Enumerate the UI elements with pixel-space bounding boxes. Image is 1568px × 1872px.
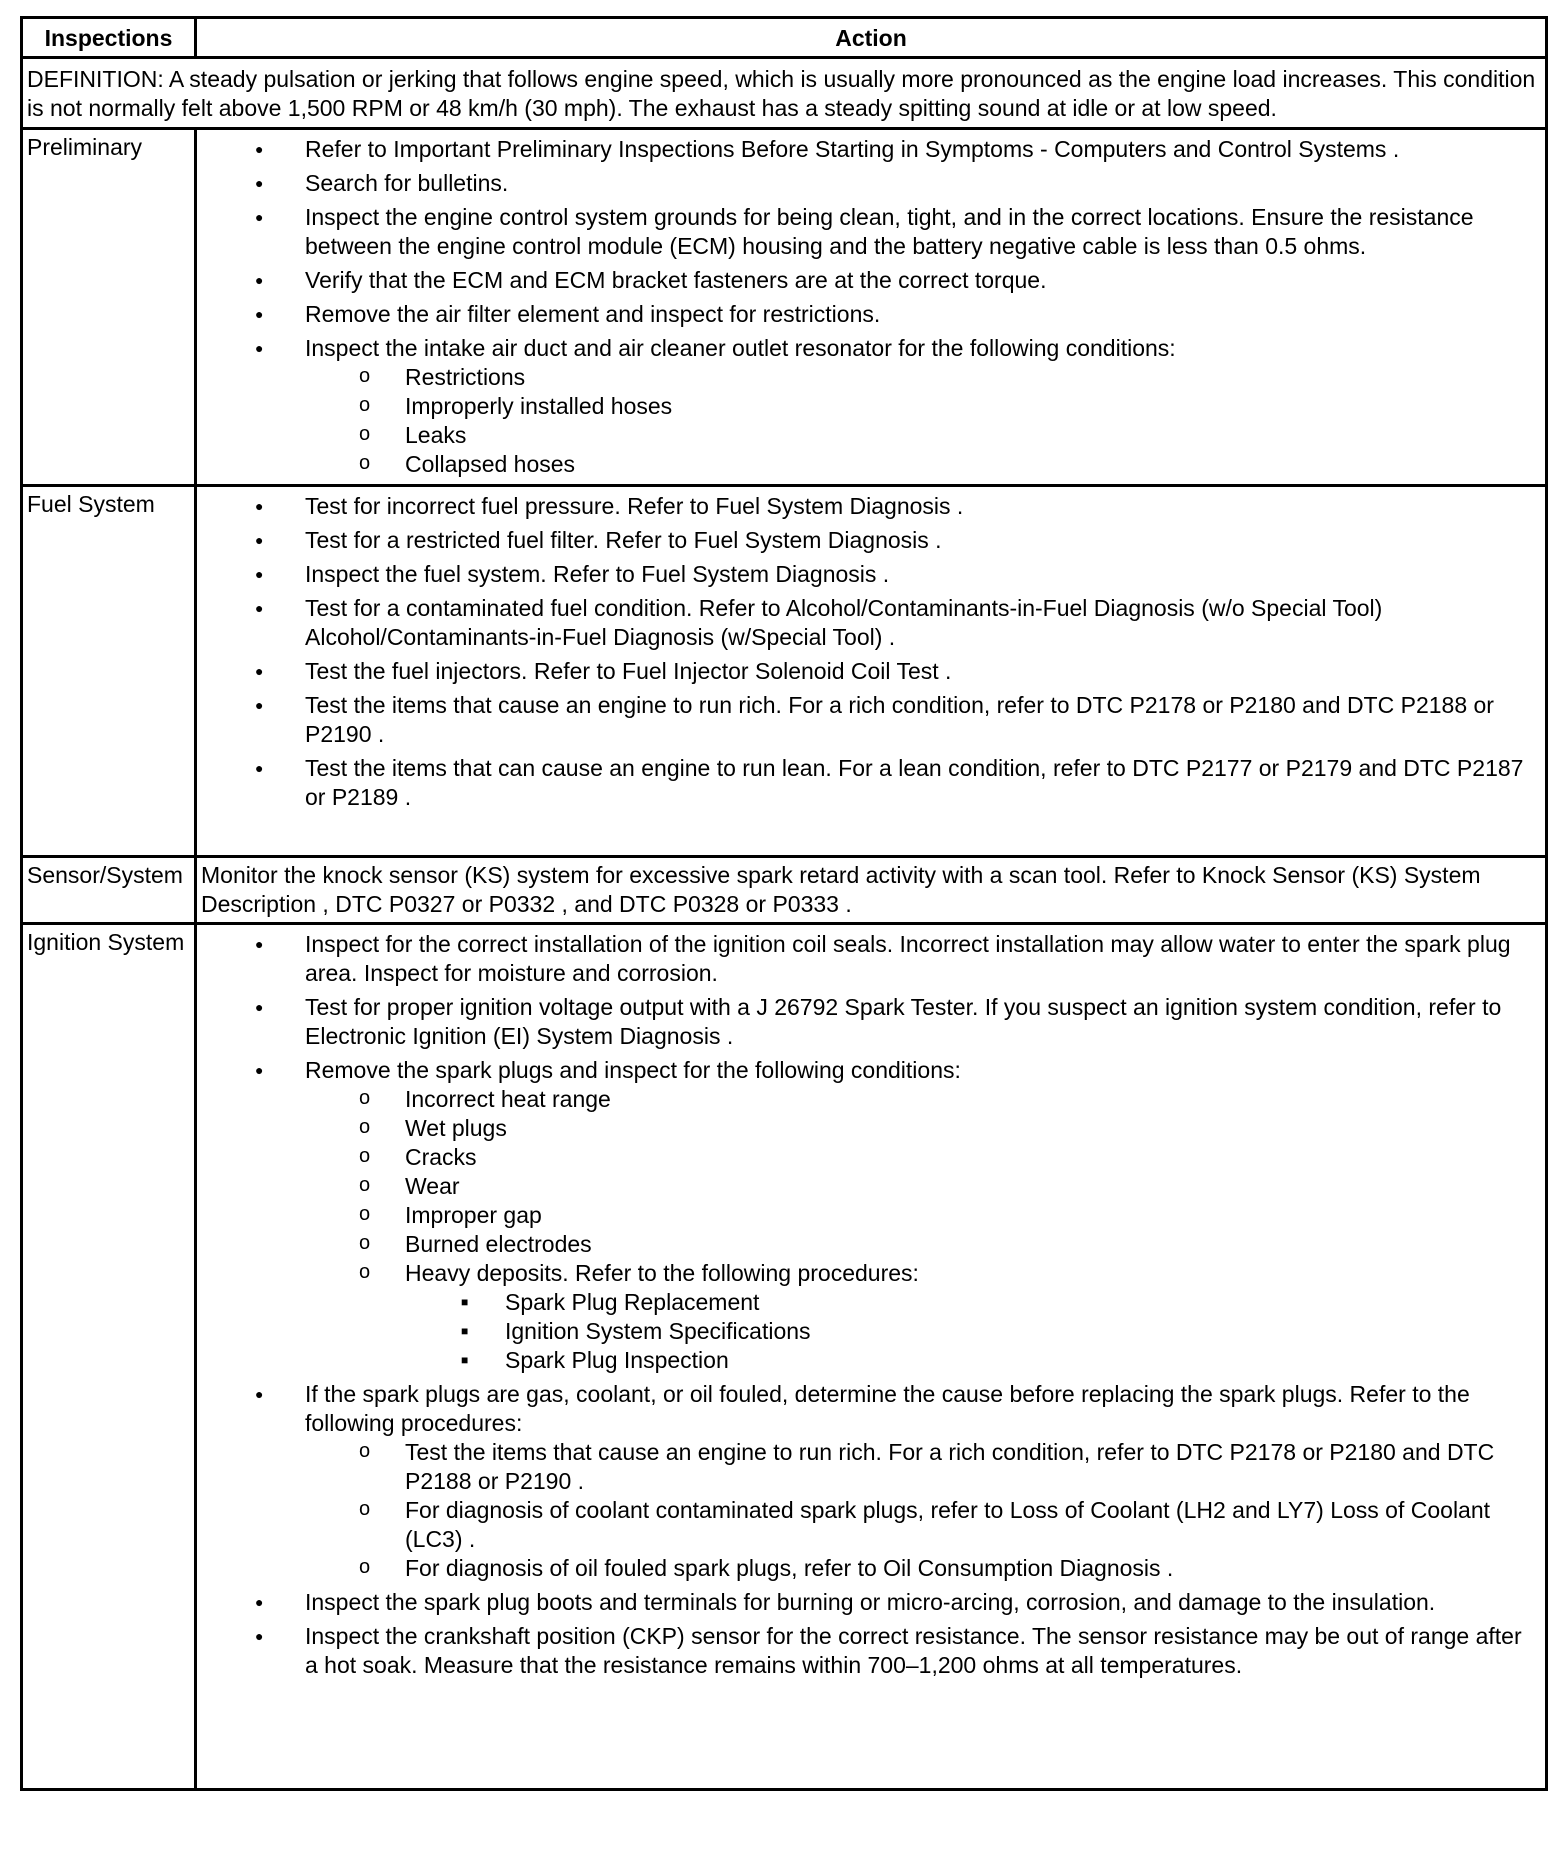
procedure-item: ■ Spark Plug Inspection [405, 1346, 1535, 1375]
preliminary-sublist [305, 363, 1535, 479]
procedure-list [405, 1288, 1535, 1375]
sublist-item [305, 1259, 1535, 1375]
list-item: ● Test for a restricted fuel filter. Refer to Fuel System Diagnosis . [201, 526, 1535, 555]
list-item: ● Inspect the engine control system grounds for being clean, tight, and in the correct locations. Ensure the resistance between the engine control module (ECM) housing and the battery negative cable is less than 0.5 ohms. [201, 203, 1535, 261]
ignition-list [201, 930, 1535, 1680]
sublist-item: o Collapsed hoses [305, 450, 1535, 479]
list-item: ● Search for bulletins. [201, 169, 1535, 198]
sublist-item-text: Heavy deposits. Refer to the following procedures: [405, 1260, 919, 1286]
action-preliminary [196, 129, 1547, 486]
list-item: ● Inspect the spark plug boots and terminals for burning or micro-arcing, corrosion, and damage to the insulation. [201, 1588, 1535, 1617]
definition-text: DEFINITION: A steady pulsation or jerking that follows engine speed, which is usually more pronounced as the engine load increases. This condition is not normally felt above 1,500 RPM or 48 km/h (30 mph). The exhaust has a steady spitting sound at idle or at low speed. [22, 58, 1547, 129]
list-item: ● Test the items that can cause an engine to run lean. For a lean condition, refer to DTC P2177 or P2179 and DTC P2187 or P2189 . [201, 754, 1535, 812]
sublist-item: o For diagnosis of coolant contaminated spark plugs, refer to Loss of Coolant (LH2 and LY7) Loss of Coolant (LC3) . [305, 1496, 1535, 1554]
procedure-item: ■ Spark Plug Replacement [405, 1288, 1535, 1317]
list-item: ● Test for a contaminated fuel condition. Refer to Alcohol/Contaminants-in-Fuel Diagnosis (w/o Special Tool) Alcohol/Contaminants-in-Fuel Diagnosis (w/Special Tool) . [201, 594, 1535, 652]
list-item [201, 1380, 1535, 1583]
list-item-text: If the spark plugs are gas, coolant, or oil fouled, determine the cause before replacing the spark plugs. Refer to the following procedures: [305, 1381, 1470, 1436]
fuel-list [201, 492, 1535, 812]
preliminary-list [201, 135, 1535, 479]
list-item [201, 334, 1535, 479]
header-action: Action [196, 18, 1547, 58]
list-item: ● Test the fuel injectors. Refer to Fuel Injector Solenoid Coil Test . [201, 657, 1535, 686]
label-ignition-system: Ignition System [22, 924, 196, 1790]
sublist-item: o Leaks [305, 421, 1535, 450]
action-ignition-system [196, 924, 1547, 1790]
definition-row [22, 58, 1547, 129]
sublist-item: o Incorrect heat range [305, 1085, 1535, 1114]
list-item: ● Inspect the crankshaft position (CKP) sensor for the correct resistance. The sensor resistance may be out of range after a hot soak. Measure that the resistance remains within 700–1,200 ohms at all temperatures. [201, 1622, 1535, 1680]
row-fuel-system [22, 486, 1547, 857]
fouled-plug-procedures [305, 1438, 1535, 1583]
diagnostic-page [20, 16, 1548, 1791]
sublist-item: o Cracks [305, 1143, 1535, 1172]
list-item: ● Inspect for the correct installation of the ignition coil seals. Incorrect installation may allow water to enter the spark plug area. Inspect for moisture and corrosion. [201, 930, 1535, 988]
sublist-item: o Burned electrodes [305, 1230, 1535, 1259]
list-item: ● Test for proper ignition voltage output with a J 26792 Spark Tester. If you suspect an ignition system condition, refer to Electronic Ignition (EI) System Diagnosis . [201, 993, 1535, 1051]
label-sensor-system: Sensor/System [22, 857, 196, 924]
sublist-item: o For diagnosis of oil fouled spark plugs, refer to Oil Consumption Diagnosis . [305, 1554, 1535, 1583]
label-preliminary: Preliminary [22, 129, 196, 486]
list-item: ● Test for incorrect fuel pressure. Refer to Fuel System Diagnosis . [201, 492, 1535, 521]
action-fuel-system [196, 486, 1547, 857]
diagnostic-table [20, 16, 1548, 1791]
list-item [201, 1056, 1535, 1375]
sublist-item: o Test the items that cause an engine to run rich. For a rich condition, refer to DTC P2178 or P2180 and DTC P2188 or P2190 . [305, 1438, 1535, 1496]
row-preliminary [22, 129, 1547, 486]
spark-plug-conditions [305, 1085, 1535, 1375]
action-sensor-system: Monitor the knock sensor (KS) system for excessive spark retard activity with a scan tool. Refer to Knock Sensor (KS) System Description , DTC P0327 or P0332 , and DTC P0328 or P0333 . [196, 857, 1547, 924]
label-fuel-system: Fuel System [22, 486, 196, 857]
sublist-item: o Improper gap [305, 1201, 1535, 1230]
list-item: ● Verify that the ECM and ECM bracket fasteners are at the correct torque. [201, 266, 1535, 295]
header-inspections: Inspections [22, 18, 196, 58]
list-item: ● Refer to Important Preliminary Inspections Before Starting in Symptoms - Computers and Control Systems . [201, 135, 1535, 164]
sublist-item: o Wear [305, 1172, 1535, 1201]
list-item: ● Test the items that cause an engine to run rich. For a rich condition, refer to DTC P2178 or P2180 and DTC P2188 or P2190 . [201, 691, 1535, 749]
list-item-text: Remove the spark plugs and inspect for the following conditions: [305, 1057, 961, 1083]
table-header-row [22, 18, 1547, 58]
sublist-item: o Restrictions [305, 363, 1535, 392]
list-item: ● Inspect the fuel system. Refer to Fuel System Diagnosis . [201, 560, 1535, 589]
procedure-item: ■ Ignition System Specifications [405, 1317, 1535, 1346]
list-item-text: Inspect the intake air duct and air cleaner outlet resonator for the following conditions: [305, 335, 1176, 361]
row-ignition-system [22, 924, 1547, 1790]
sublist-item: o Wet plugs [305, 1114, 1535, 1143]
row-sensor-system [22, 857, 1547, 924]
list-item: ● Remove the air filter element and inspect for restrictions. [201, 300, 1535, 329]
sublist-item: o Improperly installed hoses [305, 392, 1535, 421]
